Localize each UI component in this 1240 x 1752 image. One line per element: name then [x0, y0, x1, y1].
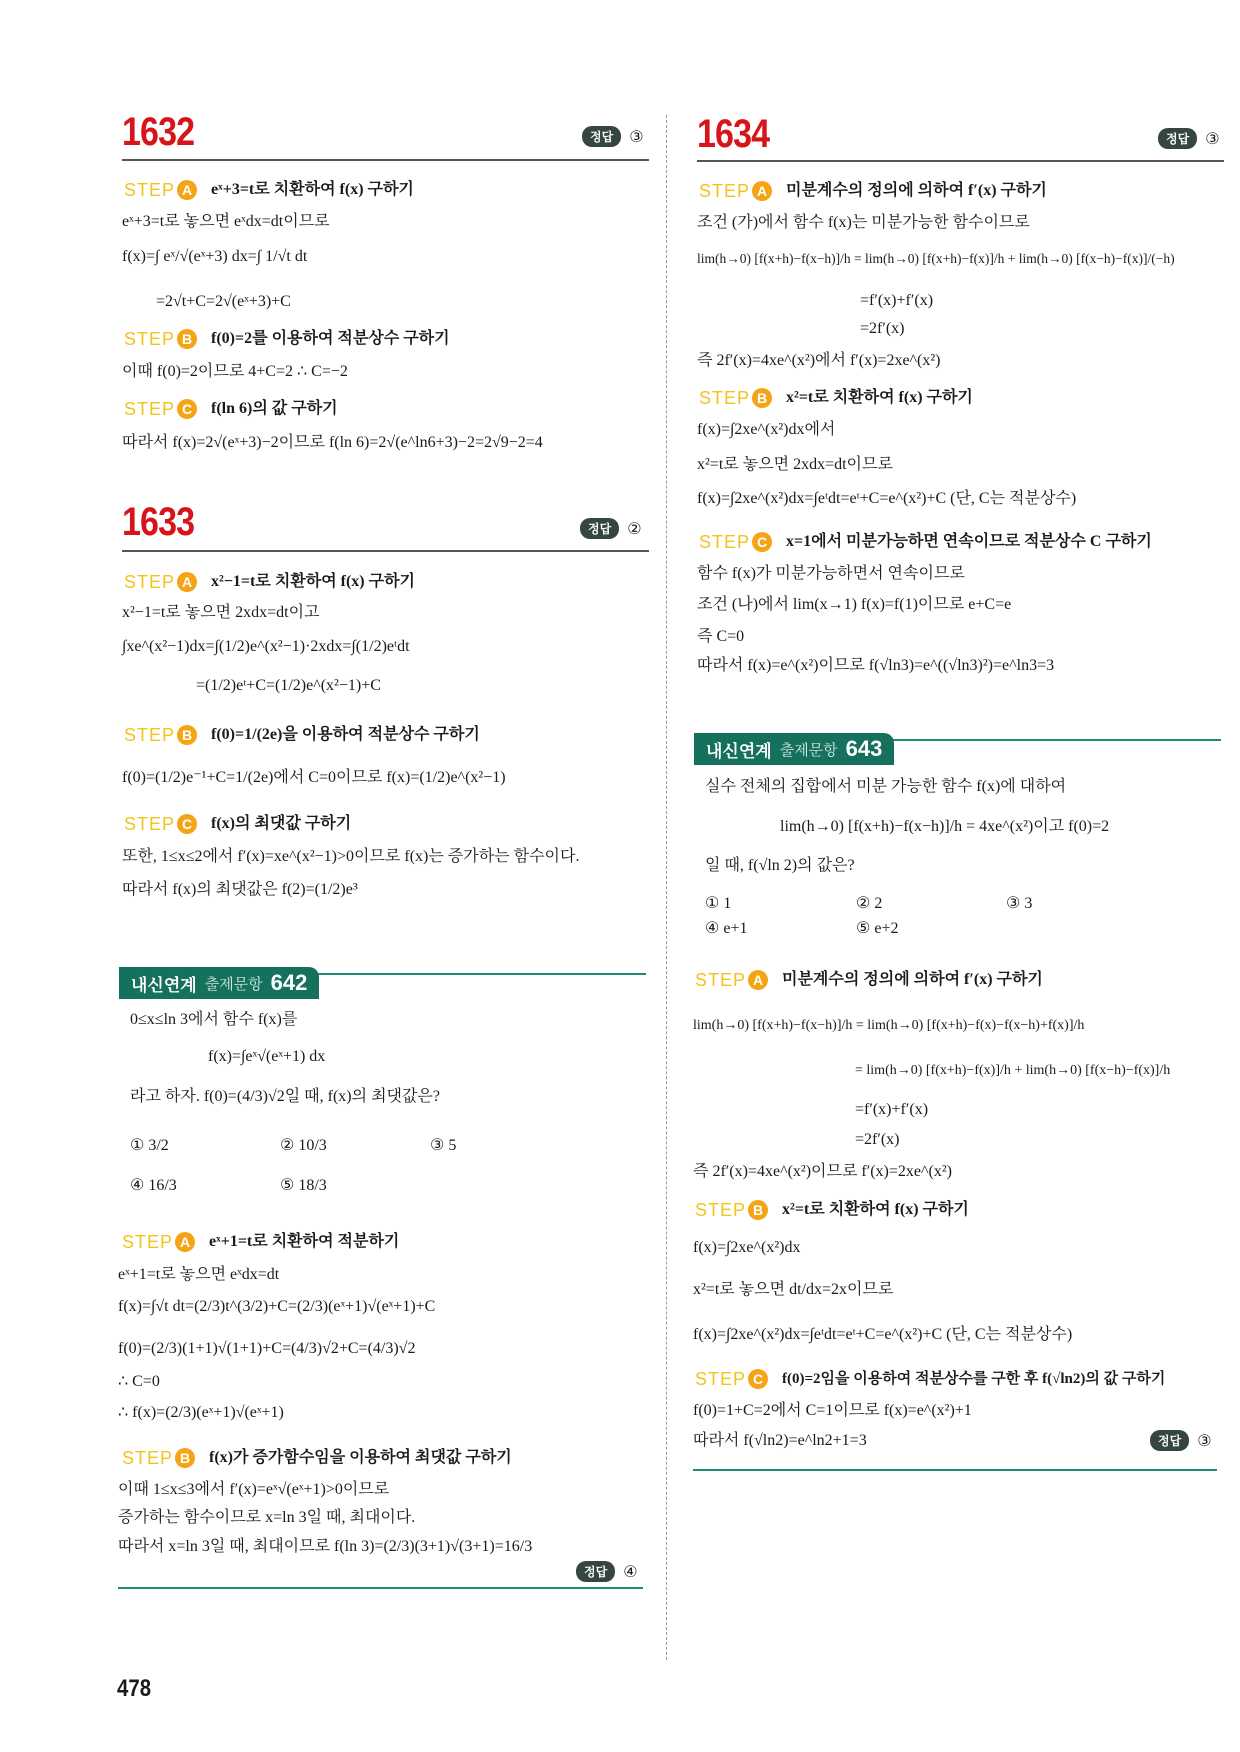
text-line: 조건 (가)에서 함수 f(x)는 미분가능한 함수이므로	[697, 214, 1030, 231]
step-title: x²=t로 치환하여 f(x) 구하기	[782, 1201, 969, 1218]
text-line: x²=t로 놓으면 dt/dx=2x이므로	[693, 1281, 894, 1298]
choice[interactable]: ② 2	[856, 895, 883, 912]
answer-badge	[576, 1561, 638, 1582]
step-a	[124, 571, 415, 593]
step-letter: A	[175, 1232, 195, 1252]
text-line: =2√t+C=2√(eˣ+3)+C	[156, 293, 291, 310]
step-title: eˣ+1=t로 치환하여 적분하기	[209, 1233, 400, 1250]
text-line: x²=t로 놓으면 2xdx=dt이므로	[697, 456, 893, 473]
step-word: STEP	[124, 329, 176, 349]
text-line: 이때 f(0)=2이므로 4+C=2 ∴ C=−2	[122, 363, 348, 380]
section-rule	[122, 550, 649, 552]
choice[interactable]: ⑤ 18/3	[280, 1177, 327, 1194]
problem-number: 1634	[697, 112, 770, 156]
step-a	[695, 969, 1043, 991]
step-title: eˣ+3=t로 치환하여 f(x) 구하기	[211, 181, 414, 198]
answer-label: 정답	[582, 126, 621, 147]
question-line: f(x)=∫eˣ√(eˣ+1) dx	[208, 1048, 326, 1065]
step-a	[699, 180, 1047, 202]
step-word: STEP	[124, 725, 176, 745]
step-title: x²=t로 치환하여 f(x) 구하기	[786, 389, 973, 406]
text-line: ∴ C=0	[118, 1373, 160, 1390]
text-line: f(0)=(2/3)(1+1)√(1+1)+C=(4/3)√2+C=(4/3)√2	[118, 1340, 416, 1357]
text-line: f(0)=(1/2)e⁻¹+C=1/(2e)에서 C=0이므로 f(x)=(1/2)e^(x²−1)	[122, 769, 506, 786]
step-word: STEP	[124, 180, 176, 200]
choice[interactable]: ⑤ e+2	[856, 920, 899, 937]
step-b	[124, 328, 450, 350]
text-line: 따라서 f(x)의 최댓값은 f(2)=(1/2)e³	[122, 881, 358, 898]
text-line: eˣ+1=t로 놓으면 eˣdx=dt	[118, 1266, 280, 1283]
text-line: =(1/2)eᵗ+C=(1/2)e^(x²−1)+C	[196, 677, 381, 694]
text-line: 따라서 f(√ln2)=e^ln2+1=3	[693, 1432, 867, 1449]
answer-badge	[582, 126, 644, 147]
answer-value: ③	[1205, 130, 1220, 148]
choice[interactable]: ④ e+1	[705, 920, 748, 937]
text-line: 즉 2f′(x)=4xe^(x²)이므로 f′(x)=2xe^(x²)	[693, 1163, 952, 1180]
step-letter: B	[175, 1448, 195, 1468]
question-line: 라고 하자. f(0)=(4/3)√2일 때, f(x)의 최댓값은?	[130, 1088, 440, 1105]
step-c	[124, 813, 351, 835]
box-number: 642	[270, 970, 308, 995]
step-word: STEP	[124, 399, 176, 419]
choice[interactable]: ① 1	[705, 895, 732, 912]
step-letter: A	[752, 181, 772, 201]
step-word: STEP	[695, 970, 747, 990]
text-line: 함수 f(x)가 미분가능하면서 연속이므로	[697, 565, 965, 582]
text-line: f(x)=∫2xe^(x²)dx에서	[697, 421, 836, 438]
text-line: =2f′(x)	[855, 1131, 900, 1148]
text-line: 따라서 x=ln 3일 때, 최대이므로 f(ln 3)=(2/3)(3+1)√(3+1)=16/3	[118, 1538, 533, 1555]
answer-value: ④	[623, 1563, 638, 1581]
step-letter: B	[177, 329, 197, 349]
question-line: lim(h→0) [f(x+h)−f(x−h)]/h = 4xe^(x²)이고 f(0)=2	[780, 818, 1110, 835]
step-title: f(0)=2임을 이용하여 적분상수를 구한 후 f(√ln2)의 값 구하기	[782, 1371, 1166, 1387]
answer-value: ②	[627, 520, 642, 538]
text-line: f(x)=∫ eˣ/√(eˣ+3) dx=∫ 1/√t dt	[122, 248, 308, 265]
step-word: STEP	[124, 572, 176, 592]
box-bottom-rule	[693, 1469, 1217, 1471]
step-letter: B	[177, 725, 197, 745]
column-divider	[666, 115, 667, 1660]
box-sublabel: 출제문항	[779, 741, 838, 759]
text-line: f(x)=∫2xe^(x²)dx=∫eᵗdt=eᵗ+C=e^(x²)+C (단, C는 적분상수)	[693, 1326, 1073, 1343]
choice[interactable]: ② 10/3	[280, 1137, 327, 1154]
text-line: f(x)=∫2xe^(x²)dx=∫eᵗdt=eᵗ+C=e^(x²)+C (단, C는 적분상수)	[697, 490, 1077, 507]
answer-value: ③	[629, 128, 644, 146]
step-letter: B	[752, 388, 772, 408]
linked-problem-header	[694, 733, 894, 765]
text-line: lim(h→0) [f(x+h)−f(x−h)]/h = lim(h→0) [f(x+h)−f(x)−f(x−h)+f(x)]/h	[693, 1018, 1085, 1033]
step-c	[699, 531, 1152, 553]
text-line: 즉 2f′(x)=4xe^(x²)에서 f′(x)=2xe^(x²)	[697, 352, 941, 369]
text-line: f(0)=1+C=2에서 C=1이므로 f(x)=e^(x²)+1	[693, 1402, 972, 1419]
section-rule	[697, 160, 1224, 162]
answer-badge	[1158, 128, 1220, 149]
answer-value: ③	[1197, 1432, 1212, 1450]
answer-badge	[580, 518, 642, 539]
step-letter: A	[177, 180, 197, 200]
step-b	[122, 1447, 512, 1469]
choice[interactable]: ③ 5	[430, 1137, 457, 1154]
step-letter: B	[748, 1200, 768, 1220]
text-line: 또한, 1≤x≤2에서 f′(x)=xe^(x²−1)>0이므로 f(x)는 증가하는 함수이다.	[122, 848, 580, 865]
answer-label: 정답	[1150, 1430, 1189, 1451]
step-b	[695, 1199, 969, 1221]
step-letter: C	[748, 1369, 768, 1389]
step-letter: A	[748, 970, 768, 990]
text-line: 따라서 f(x)=2√(eˣ+3)−2이므로 f(ln 6)=2√(e^ln6+3)−2=2√9−2=4	[122, 434, 543, 451]
step-word: STEP	[699, 388, 751, 408]
section-rule	[122, 159, 649, 161]
step-letter: C	[177, 814, 197, 834]
step-word: STEP	[695, 1200, 747, 1220]
page-number: 478	[117, 1675, 152, 1702]
linked-problem-header	[119, 967, 319, 999]
text-line: 증가하는 함수이므로 x=ln 3일 때, 최대이다.	[118, 1509, 416, 1526]
step-c	[695, 1368, 1165, 1390]
box-number: 643	[845, 736, 883, 761]
step-letter: C	[752, 532, 772, 552]
text-line: eˣ+3=t로 놓으면 eˣdx=dt이므로	[122, 213, 330, 230]
text-line: x²−1=t로 놓으면 2xdx=dt이고	[122, 604, 320, 621]
problem-number: 1632	[122, 110, 195, 154]
text-line: 따라서 f(x)=e^(x²)이므로 f(√ln3)=e^((√ln3)²)=e^ln3=3	[697, 657, 1055, 674]
answer-badge	[1150, 1430, 1212, 1451]
step-title: f(0)=2를 이용하여 적분상수 구하기	[211, 330, 450, 347]
step-title: 미분계수의 정의에 의하여 f′(x) 구하기	[782, 971, 1043, 988]
question-line: 0≤x≤ln 3에서 함수 f(x)를	[130, 1011, 298, 1028]
step-letter: C	[177, 399, 197, 419]
step-title: x²−1=t로 치환하여 f(x) 구하기	[211, 573, 416, 590]
question-line: 실수 전체의 집합에서 미분 가능한 함수 f(x)에 대하여	[705, 778, 1067, 795]
text-line: =f′(x)+f′(x)	[855, 1101, 929, 1118]
text-line: = lim(h→0) [f(x+h)−f(x)]/h + lim(h→0) [f(x−h)−f(x)]/h	[855, 1063, 1171, 1078]
text-line: 즉 C=0	[697, 628, 745, 645]
text-line: f(x)=∫√t dt=(2/3)t^(3/2)+C=(2/3)(eˣ+1)√(eˣ+1)+C	[118, 1298, 436, 1315]
box-bottom-rule	[118, 1587, 643, 1589]
step-title: 미분계수의 정의에 의하여 f′(x) 구하기	[786, 182, 1047, 199]
step-a	[122, 1231, 399, 1253]
step-word: STEP	[699, 181, 751, 201]
step-word: STEP	[699, 532, 751, 552]
text-line: =f′(x)+f′(x)	[860, 292, 934, 309]
step-title: x=1에서 미분가능하면 연속이므로 적분상수 C 구하기	[786, 533, 1152, 550]
choice[interactable]: ③ 3	[1006, 895, 1033, 912]
text-line: 이때 1≤x≤3에서 f′(x)=eˣ√(eˣ+1)>0이므로	[118, 1481, 390, 1498]
step-a	[124, 179, 414, 201]
question-line: 일 때, f(√ln 2)의 값은?	[705, 857, 855, 874]
box-label: 내신연계	[131, 975, 197, 995]
choice[interactable]: ④ 16/3	[130, 1177, 177, 1194]
text-line: f(x)=∫2xe^(x²)dx	[693, 1239, 801, 1256]
text-line: 조건 (나)에서 lim(x→1) f(x)=f(1)이므로 e+C=e	[697, 596, 1012, 613]
step-letter: A	[177, 572, 197, 592]
answer-label: 정답	[1158, 128, 1197, 149]
step-title: f(ln 6)의 값 구하기	[211, 400, 338, 417]
step-word: STEP	[122, 1232, 174, 1252]
step-b	[699, 387, 973, 409]
step-c	[124, 398, 338, 420]
step-title: f(x)의 최댓값 구하기	[211, 815, 352, 832]
text-line: lim(h→0) [f(x+h)−f(x−h)]/h = lim(h→0) [f(x+h)−f(x)]/h + lim(h→0) [f(x−h)−f(x)]/(−h)	[697, 251, 1175, 266]
choice[interactable]: ① 3/2	[130, 1137, 169, 1154]
step-title: f(0)=1/(2e)을 이용하여 적분상수 구하기	[211, 726, 480, 743]
step-title: f(x)가 증가함수임을 이용하여 최댓값 구하기	[209, 1449, 512, 1466]
answer-label: 정답	[576, 1561, 615, 1582]
text-line: =2f′(x)	[860, 320, 905, 337]
box-label: 내신연계	[706, 741, 772, 761]
problem-number: 1633	[122, 500, 195, 544]
step-b	[124, 724, 480, 746]
text-line: ∫xe^(x²−1)dx=∫(1/2)e^(x²−1)·2xdx=∫(1/2)eᵗdt	[122, 638, 410, 655]
text-line: ∴ f(x)=(2/3)(eˣ+1)√(eˣ+1)	[118, 1404, 284, 1421]
step-word: STEP	[122, 1448, 174, 1468]
step-word: STEP	[124, 814, 176, 834]
box-sublabel: 출제문항	[204, 975, 263, 993]
step-word: STEP	[695, 1369, 747, 1389]
answer-label: 정답	[580, 518, 619, 539]
